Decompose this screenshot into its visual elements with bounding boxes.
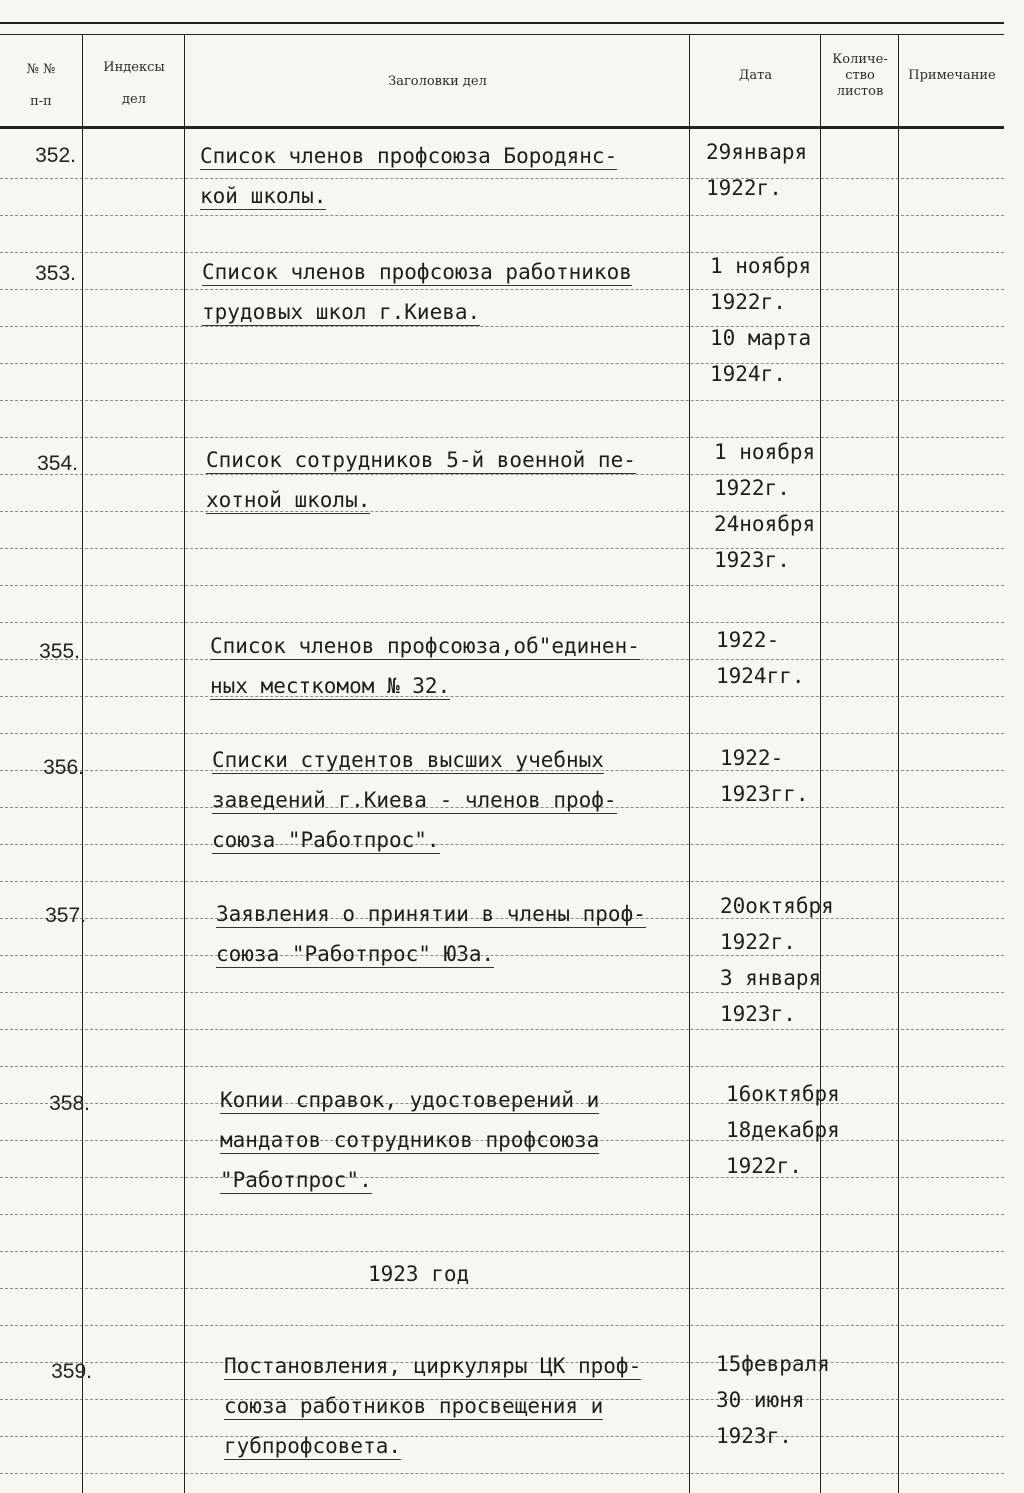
ruling-line bbox=[0, 733, 1004, 734]
row-number: 356. bbox=[43, 756, 84, 779]
year-heading: 1923 год bbox=[368, 1262, 470, 1286]
header-num: № № п-п bbox=[26, 62, 56, 109]
header-title: Заголовки дел bbox=[388, 74, 487, 89]
ruling-line bbox=[0, 1214, 1004, 1215]
ruling-line bbox=[0, 585, 1004, 586]
row-date: 16октября 18декабря 1922г. bbox=[726, 1082, 840, 1178]
top-rule bbox=[0, 22, 1004, 24]
row-title: Копии справок, удостоверений и мандатов сотрудников профсоюза "Работпрос". bbox=[220, 1088, 600, 1192]
row-title: Список сотрудников 5-й военной пе- хотной школы. bbox=[206, 448, 636, 512]
ruling-line bbox=[0, 1251, 1004, 1252]
row-title: Список членов профсоюза работников трудовых школ г.Киева. bbox=[202, 260, 632, 324]
ruling-line bbox=[0, 992, 1004, 993]
ruling-line bbox=[0, 622, 1004, 623]
ruling-line bbox=[0, 437, 1004, 438]
row-date: 1922- 1923гг. bbox=[720, 746, 809, 806]
row-number: 359. bbox=[51, 1360, 92, 1383]
header-index: Индексы дел bbox=[103, 60, 165, 107]
row-date: 15февраля 30 июня 1923г. bbox=[716, 1352, 830, 1448]
header-date: Дата bbox=[738, 68, 773, 83]
ruling-line bbox=[0, 1029, 1004, 1030]
ruling-line bbox=[0, 400, 1004, 401]
ruling-line bbox=[0, 1473, 1004, 1474]
row-number: 354. bbox=[37, 452, 78, 475]
ruling-line bbox=[0, 1066, 1004, 1067]
header-sheet-count: Количе- ство листов bbox=[832, 52, 888, 99]
ruling-line bbox=[0, 1288, 1004, 1289]
row-title: Список членов профсоюза Бородянс- кой школы. bbox=[200, 144, 618, 208]
ruling-line bbox=[0, 881, 1004, 882]
row-title: Списки студентов высших учебных заведений г.Киева - членов проф- союза "Работпрос". bbox=[212, 748, 617, 852]
ruling-line bbox=[0, 1325, 1004, 1326]
row-date: 1922- 1924гг. bbox=[716, 628, 805, 688]
row-title: Список членов профсоюза,об"единен- ных месткомом № 32. bbox=[210, 634, 640, 698]
row-date: 1 ноября 1922г. 24ноября 1923г. bbox=[714, 440, 816, 572]
row-number: 353. bbox=[35, 262, 76, 285]
ruling-line bbox=[0, 548, 1004, 549]
row-number: 355. bbox=[39, 640, 80, 663]
row-number: 358. bbox=[49, 1092, 90, 1115]
header-top-rule bbox=[0, 34, 1004, 35]
row-date: 1 ноября 1922г. 10 марта 1924г. bbox=[710, 254, 812, 386]
row-date: 29января 1922г. bbox=[706, 140, 808, 200]
header-bottom-rule bbox=[0, 126, 1004, 129]
ruling-line bbox=[0, 363, 1004, 364]
row-title: Заявления о принятии в члены проф- союза "Работпрос" ЮЗа. bbox=[216, 902, 646, 966]
row-number: 357. bbox=[45, 904, 86, 927]
header-note: Примечание bbox=[908, 68, 996, 83]
row-date: 20октября 1922г. 3 января 1923г. bbox=[720, 894, 834, 1026]
row-title: Постановления, циркуляры ЦК проф- союза работников просвещения и губпрофсовета. bbox=[224, 1354, 642, 1458]
row-number: 352. bbox=[35, 144, 76, 167]
